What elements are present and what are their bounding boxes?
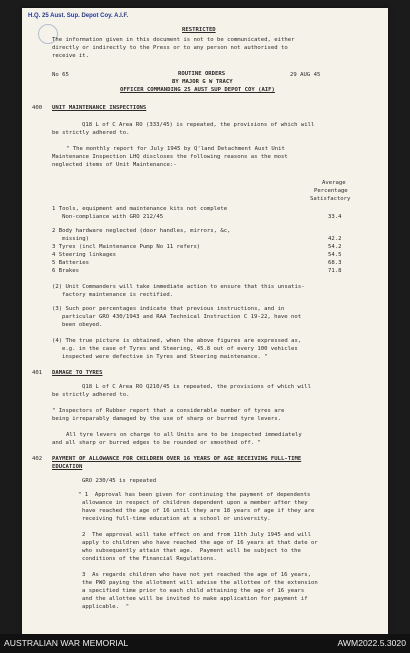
section-heading: DAMAGE TO TYRES xyxy=(52,370,103,376)
section-number: 400 xyxy=(32,105,43,111)
warning-line-1: The information given in this document is not to be communicated, either xyxy=(52,37,295,43)
column-header: Percentage xyxy=(314,188,348,194)
item-line: 1 Tools, equipment and maintenance kits not complete xyxy=(52,206,228,212)
item-line: 2 Body hardware neglected (door handles, mirrors, &c, xyxy=(52,228,231,234)
paragraph-line: Maintenance Inspection LHQ discloses the following reasons as the most xyxy=(52,154,288,160)
paragraph-line: who subsequently attain that age. Payment will be subject to the xyxy=(82,548,301,554)
item-percentage: 54.5 xyxy=(328,252,342,258)
section-heading: EDUCATION xyxy=(52,464,83,470)
paragraph-line: GRO 230/45 is repeated xyxy=(82,478,157,484)
orders-by: BY MAJOR G W TRACY xyxy=(172,79,233,85)
paragraph-line: apply to children who have reached the age of 16 years at that date or xyxy=(82,540,318,546)
document-page xyxy=(22,8,388,634)
paragraph-line: the PWO paying the allotment will advise the allottee of the extension xyxy=(82,580,318,586)
paragraph-line: All tyre levers on charge to all Units are to be inspected immediately xyxy=(66,432,302,438)
paragraph-line: allowance in respect of children dependent upon a member after they xyxy=(82,500,308,506)
archive-name: AUSTRALIAN WAR MEMORIAL xyxy=(4,638,129,648)
paragraph-line: " Inspectors of Rubber report that a considerable number of tyres are xyxy=(52,408,285,414)
classification: RESTRICTED xyxy=(182,27,216,33)
paragraph-line: (4) The true picture is obtained, when the above figures are expressed as, xyxy=(52,338,302,344)
item-percentage: 33.4 xyxy=(328,214,342,220)
paragraph-line: Q18 L of C Area RO (333/45) is repeated, the provisions of which will xyxy=(82,122,315,128)
item-line: missing) xyxy=(52,236,90,242)
item-line: Non-compliance with GRO 212/45 xyxy=(52,214,164,220)
paragraph-line: conditions of the Financial Regulations. xyxy=(82,556,217,562)
paragraph-line: be strictly adhered to. xyxy=(52,130,130,136)
unit-stamp: H.Q. 25 Aust. Sup. Depot Coy. A.I.F. xyxy=(28,13,129,19)
item-line: 3 Tyres (incl Maintenance Pump No 11 refers) xyxy=(52,244,201,250)
item-percentage: 71.8 xyxy=(328,268,342,274)
item-line: 4 Steering linkages xyxy=(52,252,116,258)
paragraph-line: neglected items of Unit Maintenance:- xyxy=(52,162,177,168)
paragraph-line: 3 As regards children who have not yet reached the age of 16 years, xyxy=(82,572,312,578)
section-heading: UNIT MAINTENANCE INSPECTIONS xyxy=(52,105,147,111)
paragraph-line: particular GRO 430/1943 and RAA Technical Instruction C 19-22, have not xyxy=(62,314,302,320)
item-percentage: 42.2 xyxy=(328,236,342,242)
paragraph-line: a specified time prior to each child attaining the age of 16 years xyxy=(82,588,305,594)
warning-line-3: receive it. xyxy=(52,53,90,59)
orders-officer: OFFICER COMMANDING 25 AUST SUP DEPOT COY (AIF) xyxy=(120,87,275,93)
accession-number: AWM2022.5.3020 xyxy=(337,638,406,648)
column-header: Average xyxy=(322,180,346,186)
paragraph-line: be strictly adhered to. xyxy=(52,392,130,398)
paragraph-line: inspected were defective in Tyres and Steering maintenance. " xyxy=(62,354,268,360)
paragraph-line: and the allottee will be invited to make application for payment if xyxy=(82,596,308,602)
paragraph-line: e.g. in the case of Tyres and Steering, 45.8 out of every 100 vehicles xyxy=(62,346,298,352)
section-number: 401 xyxy=(32,370,43,376)
column-header: Satisfactory xyxy=(310,196,351,202)
paragraph-line: applicable. " xyxy=(82,604,130,610)
paragraph-line: been obeyed. xyxy=(62,322,103,328)
paragraph-line: " 1 Approval has been given for continuing the payment of dependents xyxy=(78,492,311,498)
warning-line-2: directly or indirectly to the Press or to any person not authorised to xyxy=(52,45,288,51)
paragraph-line: " The monthly report for July 1945 by Q'land Detachment Aust Unit xyxy=(66,146,285,152)
paragraph-line: 2 The approval will take effect on and from 11th July 1945 and will xyxy=(82,532,312,538)
paragraph-line: Q18 L of C Area RO Q210/45 is repeated, the provisions of which will xyxy=(82,384,312,390)
paragraph-line: (2) Unit Commanders will take immediate action to ensure that this unsatis- xyxy=(52,284,305,290)
item-line: 5 Batteries xyxy=(52,260,90,266)
section-number: 402 xyxy=(32,456,43,462)
order-date: 29 AUG 45 xyxy=(290,72,321,78)
item-percentage: 68.3 xyxy=(328,260,342,266)
item-line: 6 Brakes xyxy=(52,268,79,274)
paragraph-line: factory maintenance is rectified. xyxy=(62,292,174,298)
paragraph-line: receiving full-time education at a school or university. xyxy=(82,516,271,522)
paragraph-line: have reached the age of 16 until they are 18 years of age if they are xyxy=(82,508,315,514)
orders-title: ROUTINE ORDERS xyxy=(178,71,226,77)
paragraph-line: and all sharp or burred edges to be rounded or smoothed off. " xyxy=(52,440,261,446)
paragraph-line: being irreparably damaged by the use of sharp or burred tyre levers. xyxy=(52,416,282,422)
archive-footer xyxy=(0,634,410,653)
paragraph-line: (3) Such poor percentages indicate that previous instructions, and in xyxy=(52,306,285,312)
order-number: No 65 xyxy=(52,72,69,78)
item-percentage: 54.2 xyxy=(328,244,342,250)
section-heading: PAYMENT OF ALLOWANCE FOR CHILDREN OVER 16 YEARS OF AGE RECEIVING FULL-TIME xyxy=(52,456,302,462)
